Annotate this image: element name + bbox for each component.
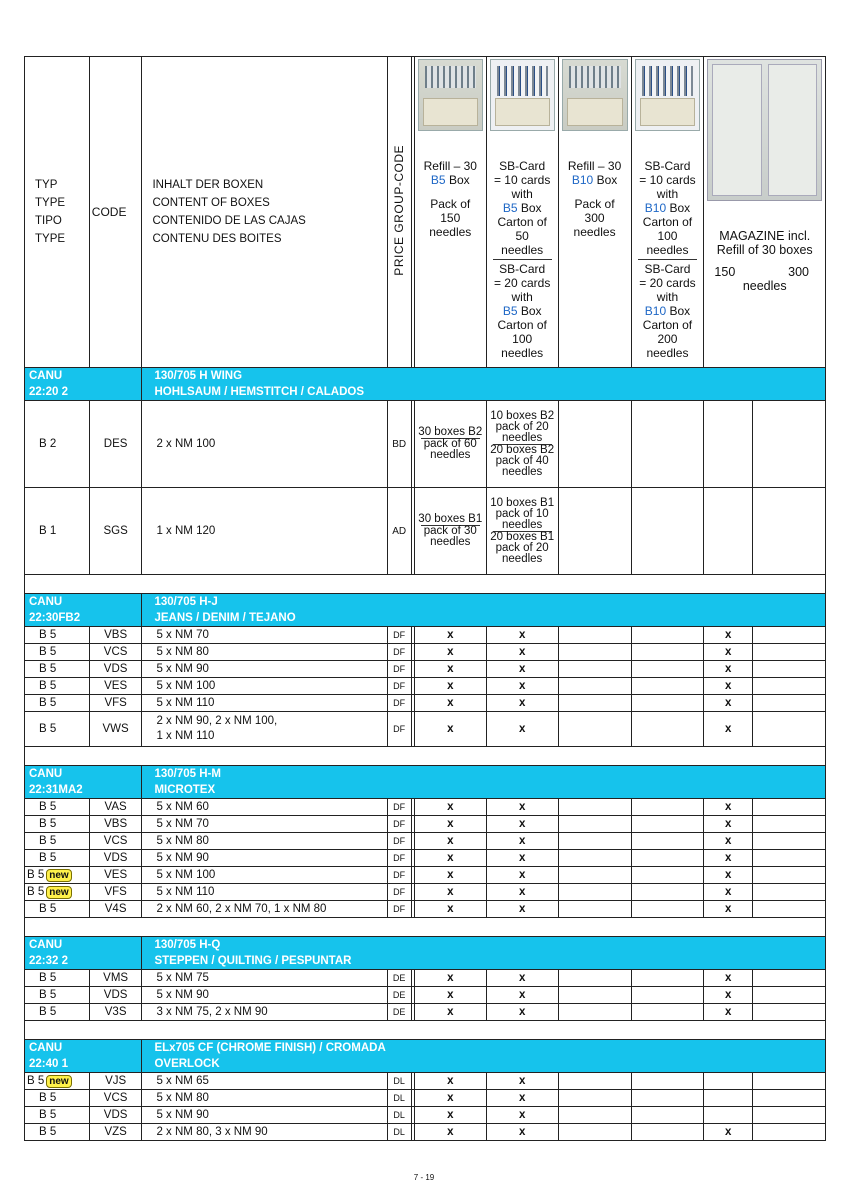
cell-price-group: DF [387, 627, 411, 644]
table-row [25, 1004, 826, 1021]
cell-code: V3S [89, 1004, 142, 1021]
cell-price-group: DF [387, 867, 411, 884]
cell-price-group: DF [387, 850, 411, 867]
cell-price-group: DE [387, 1004, 411, 1021]
cell-content: 2 x NM 60, 2 x NM 70, 1 x NM 80 [142, 901, 387, 918]
cell-refill-b5: x [414, 695, 486, 712]
cell-refill-b5: x [414, 1107, 486, 1124]
cell-code: VCS [89, 833, 142, 850]
cell-typ: B 5 [25, 850, 90, 867]
cell-code: VFS [89, 695, 142, 712]
cell-typ: B 5 [25, 816, 90, 833]
table-row [25, 799, 826, 816]
section-band-overlock: CANU 22:40 1 ELx705 CF (CHROME FINISH) / CROMADA OVERLOCK [25, 1040, 826, 1073]
cell-typ: B 5 [25, 1124, 90, 1141]
cell-refill-b5: x [414, 1124, 486, 1141]
table-row: B 2 DES 2 x NM 100 BD 30 boxes B2 pack of 60 needles 10 boxes B2 pack of 20 needles 20 boxes B2 pack of 40 needles [25, 401, 826, 488]
cell-content: 5 x NM 90 [142, 661, 387, 678]
cell-refill-b5: x [414, 644, 486, 661]
catalog-page [24, 56, 826, 1141]
cell-price-group: DF [387, 799, 411, 816]
cell-content: 5 x NM 110 [142, 884, 387, 901]
table-row [25, 1107, 826, 1124]
cell-typ: B 5 [25, 1107, 90, 1124]
cell-magazine: x [704, 833, 753, 850]
cell-code: VDS [89, 661, 142, 678]
section-band-microtex: CANU 22:31MA2 130/705 H-M MICROTEX [25, 766, 826, 799]
cell-sbcard-b5: x [486, 1090, 558, 1107]
cell-magazine: x [704, 850, 753, 867]
cell-code: VJS [89, 1073, 142, 1090]
quilting-rows [25, 970, 826, 1021]
cell-content: 5 x NM 60 [142, 799, 387, 816]
cell-magazine: x [704, 867, 753, 884]
cell-content: 5 x NM 100 [142, 678, 387, 695]
cell-code: VES [89, 678, 142, 695]
cell-content: 5 x NM 90 [142, 1107, 387, 1124]
cell-price-group: DE [387, 987, 411, 1004]
cell-magazine: x [704, 970, 753, 987]
cell-refill-b5: x [414, 1090, 486, 1107]
cell-code: V4S [89, 901, 142, 918]
table-row [25, 695, 826, 712]
cell-sbcard-b5: x [486, 678, 558, 695]
cell-code: VFS [89, 884, 142, 901]
cell-typ: B 5 [25, 712, 90, 747]
cell-typ: B 5 new [25, 1073, 90, 1090]
cell-sbcard-b5: x [486, 816, 558, 833]
cell-magazine: x [704, 987, 753, 1004]
cell-refill-b5: x [414, 901, 486, 918]
cell-refill-b5: x [414, 816, 486, 833]
cell-code: VMS [89, 970, 142, 987]
cell-sbcard-b5: x [486, 1107, 558, 1124]
cell-price-group: DF [387, 678, 411, 695]
cell-magazine: x [704, 884, 753, 901]
cell-content: 5 x NM 65 [142, 1073, 387, 1090]
header-refill-b10: Refill – 30 B10 Box Pack of 300 needles [558, 57, 631, 368]
cell-content: 5 x NM 100 [142, 867, 387, 884]
cell-typ: B 5 [25, 799, 90, 816]
cell-magazine: x [704, 712, 753, 747]
cell-refill-b5: x [414, 970, 486, 987]
cell-sbcard-b5: x [486, 627, 558, 644]
cell-code: VZS [89, 1124, 142, 1141]
table-row [25, 867, 826, 884]
cell-magazine [704, 1090, 753, 1107]
cell-price-group: DF [387, 712, 411, 747]
cell-typ: B 5 [25, 695, 90, 712]
refill-box-photo [562, 59, 628, 131]
table-row [25, 1073, 826, 1090]
cell-content: 3 x NM 75, 2 x NM 90 [142, 1004, 387, 1021]
table-row [25, 644, 826, 661]
cell-content: 5 x NM 110 [142, 695, 387, 712]
table-row [25, 627, 826, 644]
cell-sbcard-b5: x [486, 1004, 558, 1021]
table-row [25, 884, 826, 901]
table-row [25, 816, 826, 833]
cell-content: 5 x NM 90 [142, 987, 387, 1004]
cell-sbcard-b5: x [486, 661, 558, 678]
cell-refill-b5: x [414, 987, 486, 1004]
section-band-quilting: CANU 22:32 2 130/705 H-Q STEPPEN / QUILTING / PESPUNTAR [25, 937, 826, 970]
cell-price-group: DF [387, 661, 411, 678]
cell-code: VBS [89, 627, 142, 644]
new-badge: new [46, 886, 71, 899]
table-row [25, 661, 826, 678]
table-row [25, 850, 826, 867]
cell-magazine: x [704, 1124, 753, 1141]
cell-refill-b5: x [414, 799, 486, 816]
header-refill-b5: Refill – 30 B5 Box Pack of 150 needles [414, 57, 486, 368]
cell-refill-b5: x [414, 850, 486, 867]
cell-code: VWS [89, 712, 142, 747]
header-price-group: PRICE GROUP-CODE [387, 57, 411, 368]
sb-card-photo [490, 59, 555, 131]
cell-sbcard-b5: x [486, 833, 558, 850]
cell-magazine [704, 1107, 753, 1124]
table-row [25, 901, 826, 918]
cell-typ: B 5 [25, 901, 90, 918]
cell-typ: B 5 [25, 1004, 90, 1021]
cell-code: VCS [89, 644, 142, 661]
cell-sbcard-b5: x [486, 850, 558, 867]
cell-code: VDS [89, 1107, 142, 1124]
cell-refill-b5: x [414, 1073, 486, 1090]
table-row [25, 833, 826, 850]
refill-box-photo [418, 59, 483, 131]
header-sbcard-b5: SB-Card = 10 cards with B5 Box Carton of 50 needles SB-Card = 20 cards with B5 Box Carton of 100 needles [486, 57, 558, 368]
jeans-rows [25, 627, 826, 747]
cell-content: 2 x NM 90, 2 x NM 100, 1 x NM 110 [142, 712, 387, 747]
cell-sbcard-b5: x [486, 901, 558, 918]
cell-magazine: x [704, 816, 753, 833]
cell-typ: B 5 [25, 970, 90, 987]
cell-sbcard-b5: x [486, 644, 558, 661]
table-row [25, 712, 826, 747]
cell-content: 5 x NM 80 [142, 1090, 387, 1107]
cell-price-group: DL [387, 1073, 411, 1090]
cell-typ: B 5 new [25, 867, 90, 884]
cell-content: 5 x NM 90 [142, 850, 387, 867]
cell-code: VAS [89, 799, 142, 816]
cell-typ: B 5 [25, 627, 90, 644]
cell-content: 5 x NM 70 [142, 816, 387, 833]
section-band-wing: CANU 22:20 2 130/705 H WING HOHLSAUM / HEMSTITCH / CALADOS [25, 368, 826, 401]
cell-typ: B 5 [25, 678, 90, 695]
cell-price-group: DL [387, 1124, 411, 1141]
cell-price-group: DL [387, 1090, 411, 1107]
table-row [25, 1124, 826, 1141]
cell-magazine [704, 1073, 753, 1090]
cell-price-group: DL [387, 1107, 411, 1124]
table-row [25, 1090, 826, 1107]
cell-price-group: DF [387, 833, 411, 850]
cell-code: VES [89, 867, 142, 884]
cell-typ: B 5 [25, 833, 90, 850]
cell-refill-b5: x [414, 627, 486, 644]
page-number: 7 - 19 [413, 1173, 435, 1182]
magazine-photo [707, 59, 822, 201]
table-row [25, 678, 826, 695]
table-header [25, 57, 826, 368]
cell-price-group: DF [387, 695, 411, 712]
section-band-jeans: CANU 22:30FB2 130/705 H-J JEANS / DENIM / TEJANO [25, 594, 826, 627]
cell-price-group: DF [387, 884, 411, 901]
cell-content: 5 x NM 70 [142, 627, 387, 644]
cell-price-group: DF [387, 816, 411, 833]
cell-sbcard-b5: x [486, 1073, 558, 1090]
microtex-rows [25, 799, 826, 918]
cell-price-group: DF [387, 901, 411, 918]
new-badge: new [46, 869, 71, 882]
cell-content: 5 x NM 80 [142, 833, 387, 850]
overlock-rows [25, 1073, 826, 1141]
cell-typ: B 5 new [25, 884, 90, 901]
cell-refill-b5: x [414, 712, 486, 747]
table-row [25, 970, 826, 987]
cell-sbcard-b5: x [486, 799, 558, 816]
cell-sbcard-b5: x [486, 867, 558, 884]
cell-magazine: x [704, 901, 753, 918]
cell-sbcard-b5: x [486, 970, 558, 987]
cell-magazine: x [704, 644, 753, 661]
table-row: B 1 SGS 1 x NM 120 AD 30 boxes B1 pack of 30 needles 10 boxes B1 pack of 10 needles 20 boxes B1 pack of 20 needles [25, 488, 826, 575]
new-badge: new [46, 1075, 71, 1088]
cell-refill-b5: x [414, 884, 486, 901]
cell-code: VBS [89, 816, 142, 833]
header-magazine: MAGAZINE incl. Refill of 30 boxes 150 300 needles [704, 57, 826, 368]
header-content: INHALT DER BOXEN CONTENT OF BOXES CONTENIDO DE LAS CAJAS CONTENU DES BOITES [142, 57, 387, 368]
header-code: CODE [89, 57, 142, 368]
cell-typ: B 5 [25, 644, 90, 661]
cell-code: VCS [89, 1090, 142, 1107]
cell-content: 5 x NM 80 [142, 644, 387, 661]
cell-refill-b5: x [414, 678, 486, 695]
cell-sbcard-b5: x [486, 1124, 558, 1141]
header-typ: TYP TYPE TIPO TYPE [25, 57, 90, 368]
cell-refill-b5: x [414, 867, 486, 884]
cell-sbcard-b5: x [486, 987, 558, 1004]
sb-card-photo [635, 59, 701, 131]
cell-refill-b5: x [414, 1004, 486, 1021]
cell-content: 5 x NM 75 [142, 970, 387, 987]
table-row [25, 987, 826, 1004]
header-sbcard-b10: SB-Card = 10 cards with B10 Box Carton of 100 needles SB-Card = 20 cards with B10 Box Carton of 200 needles [631, 57, 704, 368]
needle-table [24, 56, 826, 1141]
cell-code: VDS [89, 850, 142, 867]
cell-typ: B 5 [25, 661, 90, 678]
cell-magazine: x [704, 627, 753, 644]
cell-typ: B 5 [25, 1090, 90, 1107]
cell-refill-b5: x [414, 661, 486, 678]
cell-magazine: x [704, 799, 753, 816]
cell-refill-b5: x [414, 833, 486, 850]
cell-sbcard-b5: x [486, 712, 558, 747]
cell-content: 2 x NM 80, 3 x NM 90 [142, 1124, 387, 1141]
cell-price-group: DE [387, 970, 411, 987]
cell-magazine: x [704, 678, 753, 695]
cell-typ: B 5 [25, 987, 90, 1004]
cell-price-group: DF [387, 644, 411, 661]
cell-magazine: x [704, 695, 753, 712]
cell-magazine: x [704, 1004, 753, 1021]
cell-sbcard-b5: x [486, 695, 558, 712]
cell-sbcard-b5: x [486, 884, 558, 901]
cell-code: VDS [89, 987, 142, 1004]
cell-magazine: x [704, 661, 753, 678]
